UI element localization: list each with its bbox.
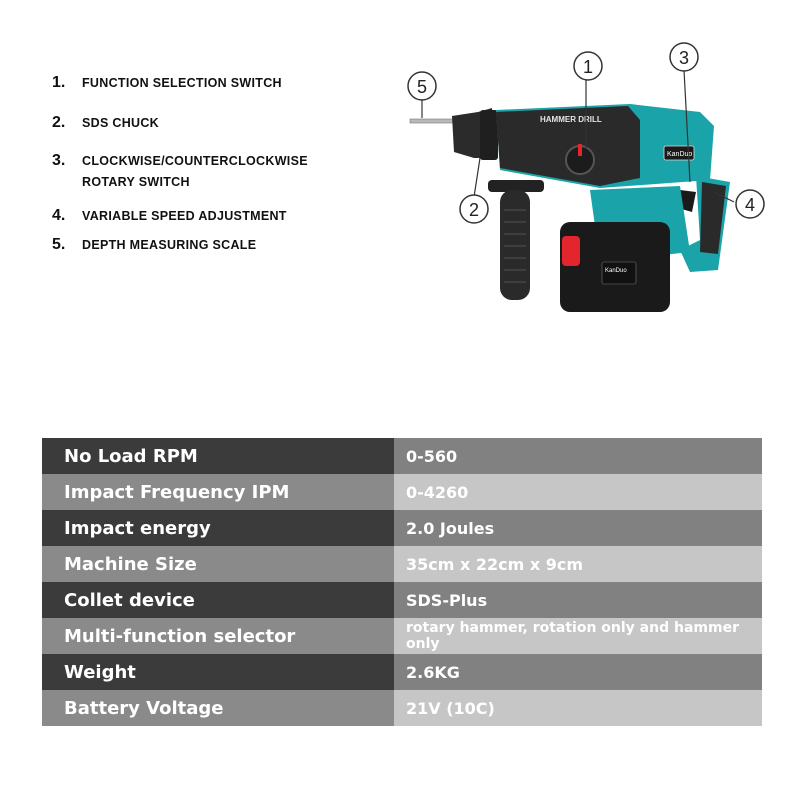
- rear-grip: [700, 182, 726, 254]
- callout-number: 4: [744, 195, 756, 215]
- spec-row: [42, 654, 762, 690]
- spec-row: [42, 510, 762, 546]
- spec-table: [42, 438, 762, 726]
- feature-number: 2.: [52, 114, 66, 131]
- side-handle: [500, 190, 530, 300]
- spec-value: 0-4260: [394, 474, 762, 510]
- spec-label: Collet device: [42, 582, 394, 618]
- callout-number: 2: [468, 200, 480, 220]
- spec-value: 35cm x 22cm x 9cm: [394, 546, 762, 582]
- callout-2: [460, 195, 488, 223]
- spec-value: 21V (10C): [394, 690, 762, 726]
- spec-label: No Load RPM: [42, 438, 394, 474]
- spec-value: 0-560: [394, 438, 762, 474]
- feature-item-3: [52, 152, 322, 193]
- callout-3: [670, 43, 698, 71]
- feature-number: 4.: [52, 207, 66, 224]
- feature-item-2: [52, 114, 159, 134]
- feature-text: SDS CHUCK: [82, 116, 160, 130]
- brand-text: KanDuo: [667, 151, 693, 158]
- spec-label: Machine Size: [42, 546, 394, 582]
- feature-number: 1.: [52, 74, 66, 91]
- chuck-ring: [480, 110, 498, 160]
- housing-label: HAMMER DRILL: [540, 115, 602, 124]
- callout-number: 1: [582, 57, 594, 77]
- feature-number: 5.: [52, 236, 66, 253]
- spec-row: [42, 582, 762, 618]
- feature-item-4: [52, 207, 287, 227]
- spec-row: [42, 546, 762, 582]
- feature-number: 3.: [52, 152, 66, 169]
- feature-text: VARIABLE SPEED ADJUSTMENT: [82, 209, 287, 223]
- callout-4: [736, 190, 764, 218]
- battery-accent: [562, 236, 580, 266]
- callout-5: [408, 72, 436, 100]
- feature-text: CLOCKWISE/COUNTERCLOCKWISE ROTARY SWITCH: [82, 154, 308, 189]
- spec-value: rotary hammer, rotation only and hammer only: [394, 618, 762, 654]
- hammer-drill-illustration: [400, 40, 780, 320]
- callout-number: 3: [678, 48, 690, 68]
- function-knob-pointer: [578, 144, 582, 156]
- callout-1: [574, 52, 602, 80]
- spec-value: SDS-Plus: [394, 582, 762, 618]
- spec-label: Weight: [42, 654, 394, 690]
- feature-item-1: [52, 74, 282, 94]
- feature-text: FUNCTION SELECTION SWITCH: [82, 76, 282, 90]
- spec-value: 2.6KG: [394, 654, 762, 690]
- feature-item-5: [52, 236, 256, 256]
- spec-value: 2.0 Joules: [394, 510, 762, 546]
- spec-label: Impact Frequency IPM: [42, 474, 394, 510]
- battery-brand: KanDuo: [605, 268, 627, 274]
- spec-row: [42, 438, 762, 474]
- spec-row: [42, 690, 762, 726]
- spec-label: Multi-function selector: [42, 618, 394, 654]
- feature-text: DEPTH MEASURING SCALE: [82, 238, 257, 252]
- hammer-drill-image: [400, 40, 780, 320]
- spec-label: Battery Voltage: [42, 690, 394, 726]
- spec-label: Impact energy: [42, 510, 394, 546]
- spec-row: [42, 618, 762, 654]
- spec-row: [42, 474, 762, 510]
- callout-number: 5: [416, 77, 428, 97]
